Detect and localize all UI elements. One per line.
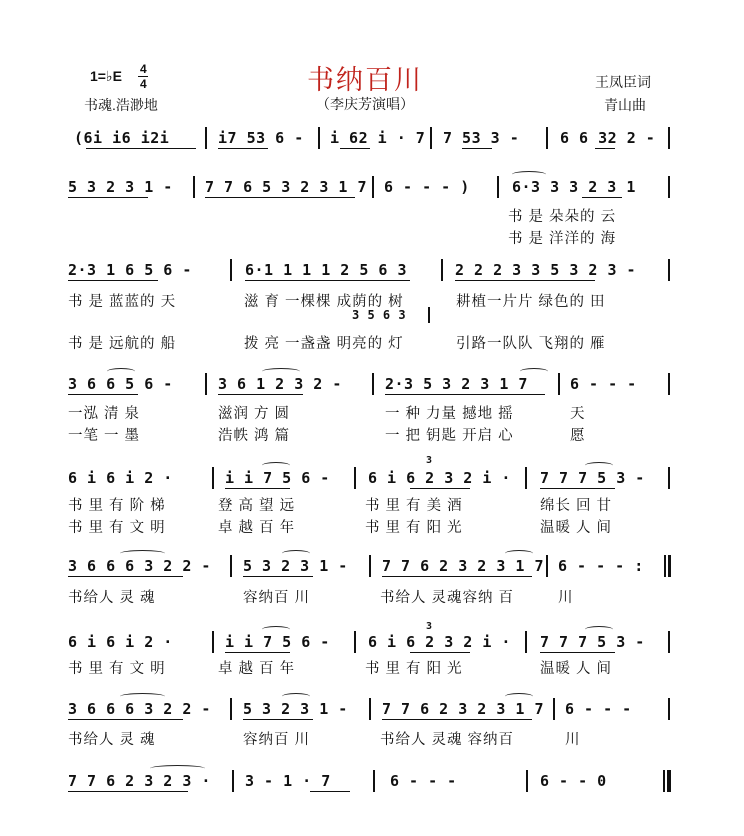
- barline: [497, 176, 499, 198]
- measure: 5 3 2 3 1 -: [243, 557, 348, 575]
- lyric-verse-2: 浩帙 鸿 篇: [218, 428, 291, 444]
- measure: 6 - - 0: [540, 772, 607, 790]
- measure: 7 7 6 2 3 2 3 1 7: [382, 700, 545, 718]
- slur: [282, 550, 310, 557]
- measure: i i 7 5 6 -: [225, 469, 330, 487]
- lyric-verse-1: 书 是 朵朵的 云: [508, 209, 617, 225]
- measure: 6 - - - :: [558, 557, 644, 575]
- measure: 6 i 6 2 3 2 i ·: [368, 469, 511, 487]
- lyric-verse-1: 书 是 蓝蓝的 天: [68, 294, 177, 310]
- lyric-verse-1: 绵长 回 甘: [540, 498, 613, 514]
- barline: [230, 555, 232, 577]
- barline: [668, 176, 670, 198]
- barline: [441, 259, 443, 281]
- barline: [230, 698, 232, 720]
- measure: 6 - - - ): [384, 178, 470, 196]
- lyric: 容纳百 川: [243, 590, 311, 606]
- measure: 6 - - -: [390, 772, 457, 790]
- lyric: 书给人 灵魂容纳 百: [380, 590, 515, 606]
- lyric-verse-1: 一泓 清 泉: [68, 406, 141, 422]
- measure: 6 6 32 2 -: [560, 129, 656, 147]
- lyric-verse-1: 滋 育 一棵棵 成荫的 树: [244, 294, 404, 310]
- slur: [520, 368, 548, 375]
- beam: [410, 488, 470, 489]
- beam: [385, 394, 545, 395]
- beam: [68, 791, 188, 792]
- measure: 7 7 7 5 3 -: [540, 633, 645, 651]
- lyric: 容纳百 川: [243, 732, 311, 748]
- barline: [668, 698, 670, 720]
- key-signature: 1=♭E: [90, 68, 122, 84]
- lyric-verse-2: 一笔 一 墨: [68, 428, 141, 444]
- beam: [540, 488, 615, 489]
- lyric-verse-1: 书 里 有 美 酒: [365, 498, 463, 514]
- measure: 6 i 6 2 3 2 i ·: [368, 633, 511, 651]
- slur: [120, 693, 165, 700]
- beam: [205, 197, 355, 198]
- measure: 7 7 7 5 3 -: [540, 469, 645, 487]
- measure: 5 3 2 3 1 -: [243, 700, 348, 718]
- song-title: 书纳百川: [307, 65, 423, 95]
- lyric-verse-1: 登 高 望 远: [218, 498, 296, 514]
- barline: [232, 770, 234, 792]
- source-note: 书魂.浩渺地: [84, 97, 158, 113]
- beam: [218, 394, 303, 395]
- beam: [68, 197, 148, 198]
- measure: 7 7 6 5 3 2 3 1 7: [205, 178, 368, 196]
- alt-measure: 3 5 6 3: [352, 308, 407, 322]
- barline: [373, 770, 375, 792]
- lyric: 书 里 有 文 明: [68, 661, 166, 677]
- lyric-verse-1: 书 里 有 阶 梯: [68, 498, 166, 514]
- lyric: 卓 越 百 年: [218, 661, 296, 677]
- lyric-verse-2: 书 是 远航的 船: [68, 336, 177, 352]
- measure: 3 6 1 2 3 2 -: [218, 375, 342, 393]
- beam: [595, 148, 615, 149]
- measure: i i 7 5 6 -: [225, 633, 330, 651]
- measure: 3 - 1 · 7: [245, 772, 331, 790]
- triplet-mark: 3: [426, 621, 433, 632]
- lyric-verse-2: 卓 越 百 年: [218, 520, 296, 536]
- lyric-verse-2: 愿: [570, 428, 586, 444]
- lyric-verse-2: 拨 亮 一盏盏 明亮的 灯: [244, 336, 404, 352]
- lyric-verse-2: 温暖 人 间: [540, 520, 613, 536]
- barline: [212, 467, 214, 489]
- measure: 6 - - -: [570, 375, 637, 393]
- barline: [205, 127, 207, 149]
- measure: 6 i 6 i 2 ·: [68, 633, 173, 651]
- beam: [68, 719, 183, 720]
- measure: 7 53 3 -: [443, 129, 520, 147]
- slur: [282, 693, 310, 700]
- slur: [262, 462, 290, 469]
- beam: [218, 148, 268, 149]
- barline: [546, 555, 548, 577]
- lyric-verse-1: 滋润 方 圆: [218, 406, 291, 422]
- lyric: 书给人 灵 魂: [68, 732, 156, 748]
- beam: [340, 148, 370, 149]
- slur: [120, 550, 165, 557]
- barline: [354, 631, 356, 653]
- barline: [369, 555, 371, 577]
- measure: 6·1 1 1 1 2 5 6 3: [245, 261, 408, 279]
- barline: [318, 127, 320, 149]
- lyric-verse-2: 书 里 有 文 明: [68, 520, 166, 536]
- barline: [668, 467, 670, 489]
- barline: [430, 127, 432, 149]
- time-signature-top: 4: [140, 62, 147, 76]
- lyricist: 王凤臣词: [595, 74, 651, 90]
- triplet-mark: 3: [426, 455, 433, 466]
- beam: [540, 652, 615, 653]
- slur: [505, 550, 533, 557]
- beam: [68, 576, 183, 577]
- beam: [225, 652, 290, 653]
- beam: [68, 280, 158, 281]
- measure: (6i i6 i2i: [74, 129, 170, 147]
- slur: [262, 368, 300, 375]
- barline: [664, 555, 666, 577]
- barline: [230, 259, 232, 281]
- lyric-verse-1: 天: [570, 406, 586, 422]
- measure: 2 2 2 3 3 5 3 2 3 -: [455, 261, 637, 279]
- lyric-verse-1: 耕植一片片 绿色的 田: [456, 294, 606, 310]
- barline: [525, 467, 527, 489]
- barline: [668, 373, 670, 395]
- measure: 7 7 6 2 3 2 3 1 7: [382, 557, 545, 575]
- beam: [582, 197, 622, 198]
- lyric-verse-2: 书 是 洋洋的 海: [508, 231, 617, 247]
- measure: 3 6 6 5 6 -: [68, 375, 173, 393]
- slur: [585, 462, 613, 469]
- measure: 3 6 6 6 3 2 2 -: [68, 557, 211, 575]
- song-subtitle: （李庆芳演唱）: [316, 96, 414, 112]
- barline: [212, 631, 214, 653]
- beam: [86, 148, 196, 149]
- measure: 5 3 2 3 1 -: [68, 178, 173, 196]
- measure: 2·3 1 6 5 6 -: [68, 261, 192, 279]
- lyric: 温暖 人 间: [540, 661, 613, 677]
- barline: [193, 176, 195, 198]
- beam: [310, 791, 350, 792]
- barline: [428, 307, 430, 323]
- measure: 2·3 5 3 2 3 1 7: [385, 375, 528, 393]
- measure: i 62 i · 7: [330, 129, 426, 147]
- beam: [225, 488, 290, 489]
- barline: [369, 698, 371, 720]
- final-barline: [667, 770, 671, 792]
- measure: 6 - - -: [565, 700, 632, 718]
- measure: 3 6 6 6 3 2 2 -: [68, 700, 211, 718]
- measure: 6·3 3 3 2 3 1: [512, 178, 636, 196]
- barline: [372, 176, 374, 198]
- slur: [107, 368, 135, 375]
- slur: [512, 171, 546, 178]
- lyric: 川: [558, 590, 574, 606]
- beam: [410, 652, 470, 653]
- barline: [546, 127, 548, 149]
- beam: [243, 576, 313, 577]
- slur: [585, 626, 613, 633]
- lyric-verse-2: 一 把 钥匙 开启 心: [385, 428, 514, 444]
- barline: [205, 373, 207, 395]
- measure: 6 i 6 i 2 ·: [68, 469, 173, 487]
- barline: [668, 127, 670, 149]
- beam: [382, 719, 532, 720]
- beam: [68, 394, 138, 395]
- beam: [243, 719, 313, 720]
- lyric: 川: [565, 732, 581, 748]
- lyric: 书给人 灵魂 容纳百: [380, 732, 515, 748]
- barline: [668, 555, 671, 577]
- barline: [354, 467, 356, 489]
- beam: [462, 148, 492, 149]
- barline: [372, 373, 374, 395]
- beam: [382, 576, 532, 577]
- composer: 青山曲: [604, 97, 646, 113]
- time-signature-bottom: 4: [140, 77, 147, 91]
- barline: [525, 631, 527, 653]
- measure: 7 7 6 2 3 2 3 ·: [68, 772, 211, 790]
- slur: [505, 693, 533, 700]
- lyric: 书给人 灵 魂: [68, 590, 156, 606]
- lyric-verse-2: 书 里 有 阳 光: [365, 520, 463, 536]
- barline: [668, 259, 670, 281]
- barline: [526, 770, 528, 792]
- slur: [262, 626, 290, 633]
- lyric-verse-1: 一 种 力量 撼地 摇: [385, 406, 514, 422]
- slur: [150, 765, 205, 772]
- measure: i7 53 6 -: [218, 129, 304, 147]
- lyric: 书 里 有 阳 光: [365, 661, 463, 677]
- barline: [668, 631, 670, 653]
- beam: [455, 280, 595, 281]
- barline: [553, 698, 555, 720]
- beam: [245, 280, 410, 281]
- lyric-verse-2: 引路一队队 飞翔的 雁: [456, 336, 606, 352]
- barline: [663, 770, 665, 792]
- barline: [558, 373, 560, 395]
